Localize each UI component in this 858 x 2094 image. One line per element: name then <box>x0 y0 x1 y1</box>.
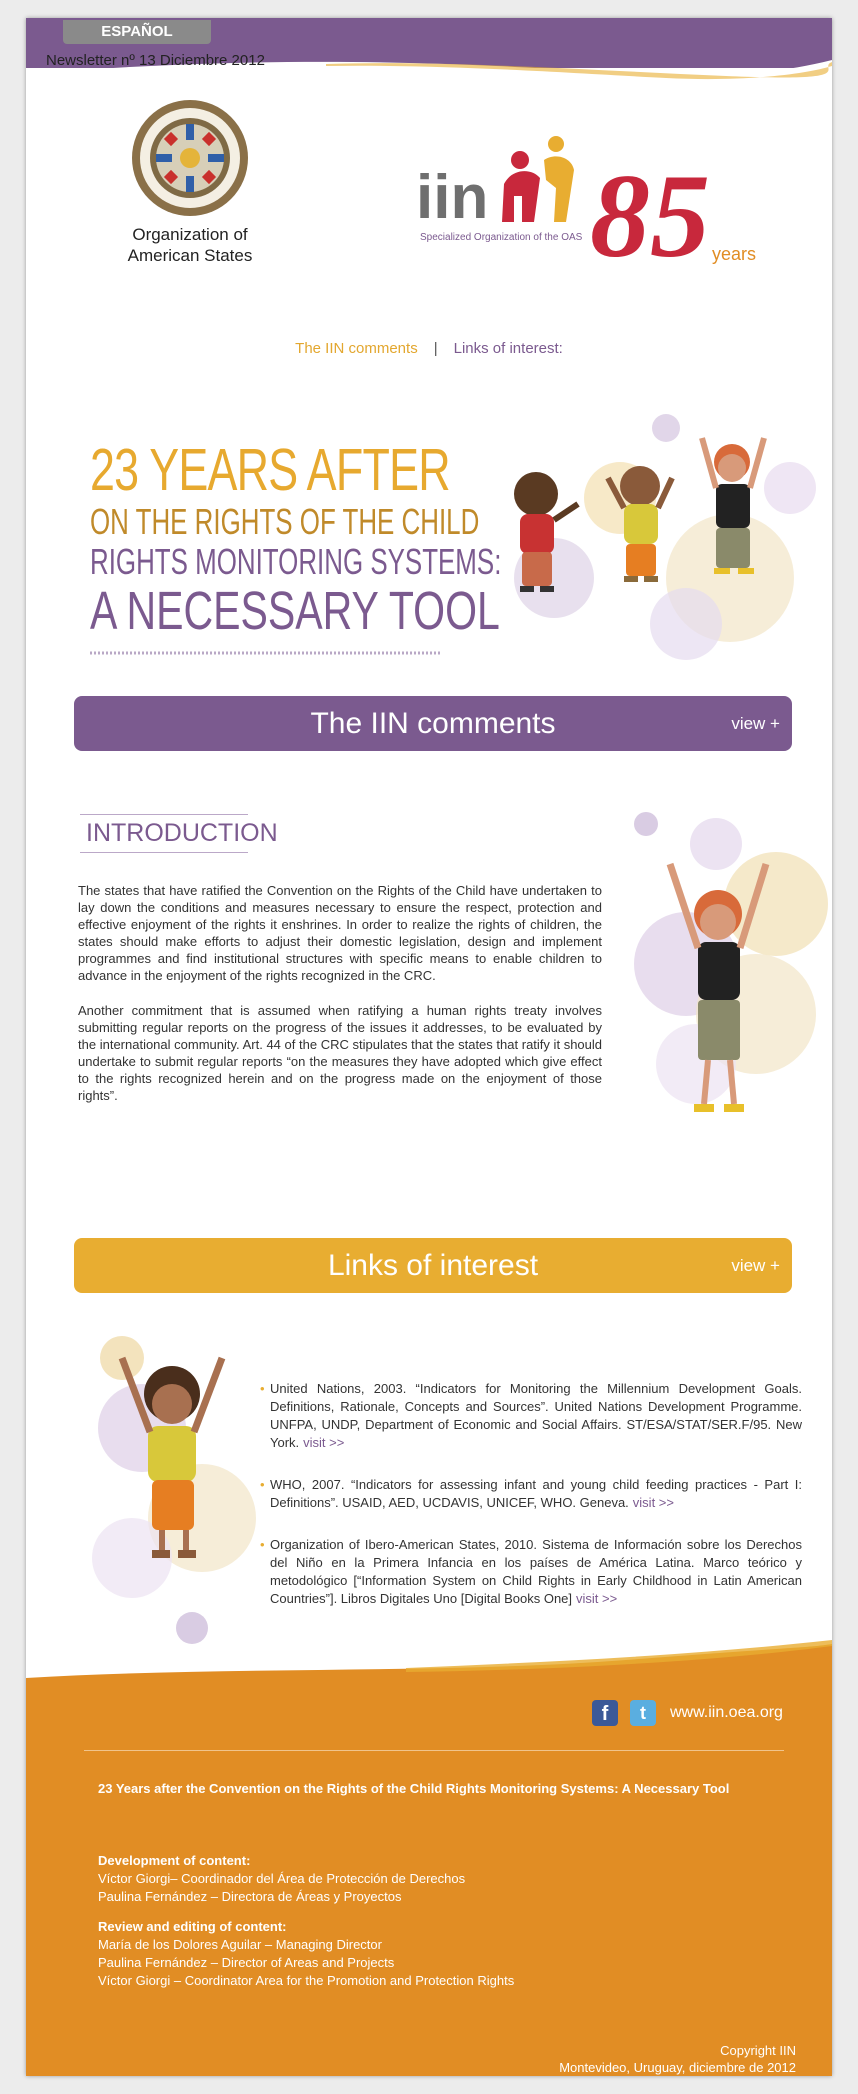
credits-review-1: María de los Dolores Aguilar – Managing Director <box>98 1937 382 1952</box>
bullet-icon: • <box>260 1477 265 1492</box>
anniversary-number: 85 <box>590 149 710 280</box>
footer-divider <box>84 1750 784 1751</box>
visit-link[interactable]: visit >> <box>576 1591 618 1606</box>
credits-review-2: Paulina Fernández – Director of Areas and Projects <box>98 1955 395 1970</box>
hero-title <box>90 437 502 641</box>
credits-dev-1: Víctor Giorgi– Coordinador del Área de Protección de Derechos <box>98 1871 466 1886</box>
links-view-button[interactable]: view + <box>731 1256 780 1275</box>
credits-dev-heading: Development of content: <box>98 1853 251 1868</box>
intro-paragraph-1: The states that have ratified the Convention on the Rights of the Child have undertaken to lay down the conditions and measures necessary to ensure the respect, protection and effective enjoyment of the rights it enshrines. In order to realize the rights of children, the states should make efforts to adjust their domestic legislation, design and implement programmes and find institutional structures with specific means to enable children to advance in the enjoyment of the rights recognized in the CRC. <box>78 883 602 983</box>
iin-tagline: Specialized Organization of the OAS <box>420 232 583 243</box>
oas-seal-logo <box>130 98 250 218</box>
comments-bar-title: The IIN comments <box>310 707 556 740</box>
link-text: WHO, 2007. “Indicators for assessing infant and young child feeding practices - Part I: Definitions”. USAID, AED, UCDAVIS, UNICEF, WHO. Geneva. <box>270 1477 802 1510</box>
anniversary-years: years <box>712 244 757 264</box>
site-link[interactable]: www.iin.oea.org <box>670 1704 783 1721</box>
credits <box>98 1852 514 1990</box>
credits-dev-2: Paulina Fernández – Directora de Áreas y Proyectos <box>98 1889 402 1904</box>
twitter-icon[interactable]: t <box>630 1700 656 1726</box>
copyright <box>559 2042 796 2076</box>
hero-line2: ON THE RIGHTS OF THE CHILD <box>90 501 480 542</box>
comments-view-button[interactable]: view + <box>731 714 780 733</box>
nav-link-comments[interactable]: The IIN comments <box>295 340 418 357</box>
copyright-line: Copyright IIN <box>720 2043 796 2058</box>
list-item <box>260 1476 802 1512</box>
hero-children-figures-illustration <box>470 408 820 668</box>
hero-line3: RIGHTS MONITORING SYSTEMS: <box>90 541 502 582</box>
oas-name-line2: American States <box>127 246 253 265</box>
bullet-icon: • <box>260 1537 265 1552</box>
comments-bar <box>74 696 792 751</box>
links-bar <box>74 1238 792 1293</box>
iin-wordmark: iin <box>416 163 489 232</box>
intro-text <box>78 882 602 1122</box>
bullet-icon: • <box>260 1381 265 1396</box>
links-bar-title: Links of interest <box>327 1249 539 1282</box>
link-text: Organization of Ibero-American States, 2010. Sistema de Información sobre los Derechos del Niño en la Primera Infancia en los países de América Latina. Marco teórico y metodológico [“Information System on Child Rights in Early Childhood in Latin American Countries”]. Libros Digitales Uno [Digital Books One] <box>270 1537 802 1606</box>
visit-link[interactable]: visit >> <box>632 1495 674 1510</box>
facebook-icon[interactable]: f <box>592 1700 618 1726</box>
visit-link[interactable]: visit >> <box>303 1435 345 1450</box>
iin-85-years-logo <box>416 130 776 280</box>
list-item <box>260 1536 802 1608</box>
footer-title: 23 Years after the Convention on the Rights of the Child Rights Monitoring Systems: A Necessary Tool <box>98 1781 730 1796</box>
top-nav <box>26 340 832 357</box>
issue-label: Newsletter nº 13 Diciembre 2012 <box>46 52 265 69</box>
intro-heading: INTRODUCTION <box>80 814 248 853</box>
nav-link-links[interactable]: Links of interest: <box>453 340 563 357</box>
language-tab[interactable]: ESPAÑOL <box>63 20 211 44</box>
link-text: United Nations, 2003. “Indicators for Monitoring the Millennium Development Goals. Definitions, Rationale, Concepts and Sources”. United Nations Development Programme. UNFPA, UNDP, Department of Economic and Social Affairs. ST/ESA/STAT/SER.F/95. New York. <box>270 1381 802 1450</box>
credits-review-3: Víctor Giorgi – Coordinator Area for the Promotion and Protection Rights <box>98 1973 515 1988</box>
links-list <box>260 1380 802 1632</box>
place-date: Montevideo, Uruguay, diciembre de 2012 <box>559 2060 796 2075</box>
hero-line4: A NECESSARY TOOL <box>90 581 500 641</box>
credits-review-heading: Review and editing of content: <box>98 1919 287 1934</box>
oas-name <box>106 224 274 266</box>
hero-line1: 23 YEARS AFTER <box>90 437 450 503</box>
hero-underline <box>90 650 442 656</box>
oas-name-line1: Organization of <box>132 225 248 244</box>
newsletter-page <box>26 18 832 2076</box>
links-child-figure-illustration <box>82 1318 272 1658</box>
intro-paragraph-2: Another commitment that is assumed when ratifying a human rights treaty involves submitting regular reports on the progress of the issues it addresses, to be evaluated by the international community. Art. 44 of the CRC stipulates that the states that ratify it should undertake to submit regular reports “on the measures they have adopted which give effect to the rights recognized herein and on the progress made on the enjoyment of those rights”. <box>78 1003 602 1103</box>
list-item <box>260 1380 802 1452</box>
intro-child-figure-illustration <box>606 804 832 1164</box>
nav-separator: | <box>433 340 438 357</box>
